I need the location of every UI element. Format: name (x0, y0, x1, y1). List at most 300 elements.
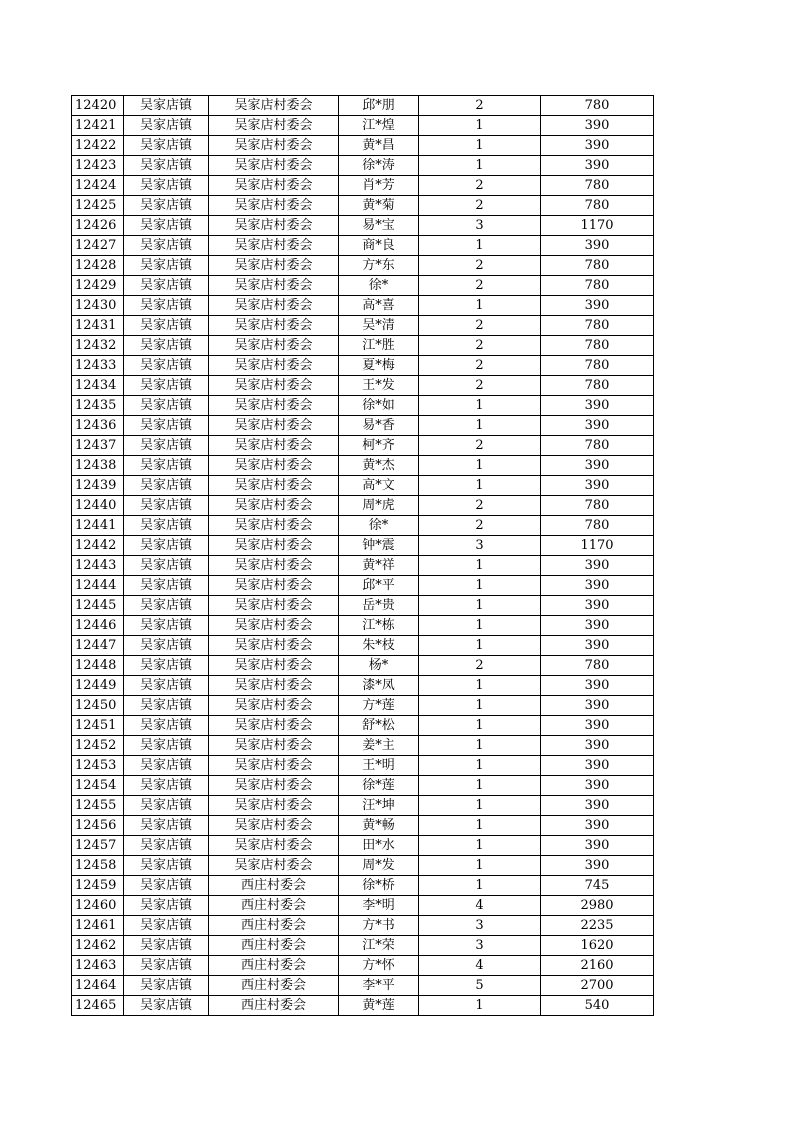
village-committee-cell: 吴家店村委会 (209, 856, 339, 876)
row-id-cell: 12426 (72, 216, 124, 236)
household-count-cell: 2 (419, 276, 541, 296)
household-count-cell: 1 (419, 156, 541, 176)
village-committee-cell: 西庄村委会 (209, 936, 339, 956)
person-name-cell: 姜*主 (339, 736, 419, 756)
person-name-cell: 李*明 (339, 896, 419, 916)
row-id-cell: 12449 (72, 676, 124, 696)
row-id-cell: 12425 (72, 196, 124, 216)
amount-cell: 1170 (541, 216, 654, 236)
person-name-cell: 岳*贵 (339, 596, 419, 616)
village-committee-cell: 吴家店村委会 (209, 476, 339, 496)
village-committee-cell: 吴家店村委会 (209, 96, 339, 116)
village-committee-cell: 吴家店村委会 (209, 836, 339, 856)
amount-cell: 540 (541, 996, 654, 1016)
row-id-cell: 12428 (72, 256, 124, 276)
amount-cell: 390 (541, 856, 654, 876)
person-name-cell: 方*莲 (339, 696, 419, 716)
table-row (72, 456, 654, 476)
table-row (72, 496, 654, 516)
household-count-cell: 1 (419, 676, 541, 696)
amount-cell: 2700 (541, 976, 654, 996)
amount-cell: 780 (541, 496, 654, 516)
amount-cell: 390 (541, 776, 654, 796)
row-id-cell: 12465 (72, 996, 124, 1016)
household-count-cell: 1 (419, 136, 541, 156)
household-count-cell: 1 (419, 736, 541, 756)
amount-cell: 780 (541, 96, 654, 116)
village-committee-cell: 吴家店村委会 (209, 696, 339, 716)
village-committee-cell: 吴家店村委会 (209, 296, 339, 316)
amount-cell: 390 (541, 636, 654, 656)
row-id-cell: 12435 (72, 396, 124, 416)
person-name-cell: 周*发 (339, 856, 419, 876)
person-name-cell: 周*虎 (339, 496, 419, 516)
person-name-cell: 黄*畅 (339, 816, 419, 836)
township-cell: 吴家店镇 (124, 376, 209, 396)
table-row (72, 176, 654, 196)
table-row (72, 796, 654, 816)
table-row (72, 936, 654, 956)
household-count-cell: 1 (419, 716, 541, 736)
household-count-cell: 1 (419, 616, 541, 636)
household-count-cell: 2 (419, 176, 541, 196)
row-id-cell: 12448 (72, 656, 124, 676)
amount-cell: 390 (541, 156, 654, 176)
person-name-cell: 黄*莲 (339, 996, 419, 1016)
person-name-cell: 柯*齐 (339, 436, 419, 456)
amount-cell: 780 (541, 176, 654, 196)
township-cell: 吴家店镇 (124, 916, 209, 936)
table-row (72, 996, 654, 1016)
household-count-cell: 2 (419, 356, 541, 376)
village-committee-cell: 吴家店村委会 (209, 456, 339, 476)
row-id-cell: 12431 (72, 316, 124, 336)
table-row (72, 756, 654, 776)
township-cell: 吴家店镇 (124, 416, 209, 436)
village-committee-cell: 吴家店村委会 (209, 716, 339, 736)
township-cell: 吴家店镇 (124, 96, 209, 116)
household-count-cell: 2 (419, 376, 541, 396)
person-name-cell: 徐*桥 (339, 876, 419, 896)
row-id-cell: 12432 (72, 336, 124, 356)
household-count-cell: 2 (419, 656, 541, 676)
village-committee-cell: 吴家店村委会 (209, 676, 339, 696)
household-count-cell: 2 (419, 336, 541, 356)
amount-cell: 390 (541, 716, 654, 736)
row-id-cell: 12446 (72, 616, 124, 636)
household-count-cell: 2 (419, 196, 541, 216)
person-name-cell: 黄*杰 (339, 456, 419, 476)
village-committee-cell: 吴家店村委会 (209, 356, 339, 376)
village-committee-cell: 吴家店村委会 (209, 216, 339, 236)
amount-cell: 390 (541, 756, 654, 776)
village-committee-cell: 吴家店村委会 (209, 396, 339, 416)
village-committee-cell: 吴家店村委会 (209, 236, 339, 256)
township-cell: 吴家店镇 (124, 836, 209, 856)
row-id-cell: 12464 (72, 976, 124, 996)
household-count-cell: 1 (419, 776, 541, 796)
household-count-cell: 2 (419, 436, 541, 456)
row-id-cell: 12430 (72, 296, 124, 316)
household-count-cell: 2 (419, 496, 541, 516)
household-count-cell: 1 (419, 416, 541, 436)
amount-cell: 390 (541, 396, 654, 416)
amount-cell: 390 (541, 456, 654, 476)
row-id-cell: 12420 (72, 96, 124, 116)
amount-cell: 1620 (541, 936, 654, 956)
household-count-cell: 1 (419, 856, 541, 876)
household-count-cell: 5 (419, 976, 541, 996)
table-row (72, 836, 654, 856)
household-count-cell: 1 (419, 236, 541, 256)
row-id-cell: 12457 (72, 836, 124, 856)
person-name-cell: 商*良 (339, 236, 419, 256)
table-row (72, 616, 654, 636)
household-count-cell: 1 (419, 876, 541, 896)
row-id-cell: 12461 (72, 916, 124, 936)
row-id-cell: 12444 (72, 576, 124, 596)
township-cell: 吴家店镇 (124, 116, 209, 136)
person-name-cell: 方*怀 (339, 956, 419, 976)
village-committee-cell: 吴家店村委会 (209, 376, 339, 396)
village-committee-cell: 吴家店村委会 (209, 496, 339, 516)
row-id-cell: 12451 (72, 716, 124, 736)
village-committee-cell: 吴家店村委会 (209, 116, 339, 136)
township-cell: 吴家店镇 (124, 776, 209, 796)
amount-cell: 780 (541, 516, 654, 536)
household-count-cell: 1 (419, 556, 541, 576)
table-row (72, 536, 654, 556)
township-cell: 吴家店镇 (124, 856, 209, 876)
row-id-cell: 12463 (72, 956, 124, 976)
table-row (72, 316, 654, 336)
household-count-cell: 1 (419, 816, 541, 836)
township-cell: 吴家店镇 (124, 136, 209, 156)
village-committee-cell: 吴家店村委会 (209, 196, 339, 216)
township-cell: 吴家店镇 (124, 176, 209, 196)
household-count-cell: 1 (419, 636, 541, 656)
table-row (72, 476, 654, 496)
row-id-cell: 12454 (72, 776, 124, 796)
person-name-cell: 邱*平 (339, 576, 419, 596)
township-cell: 吴家店镇 (124, 236, 209, 256)
township-cell: 吴家店镇 (124, 556, 209, 576)
village-committee-cell: 吴家店村委会 (209, 756, 339, 776)
township-cell: 吴家店镇 (124, 996, 209, 1016)
person-name-cell: 田*水 (339, 836, 419, 856)
table-row (72, 656, 654, 676)
row-id-cell: 12452 (72, 736, 124, 756)
row-id-cell: 12440 (72, 496, 124, 516)
row-id-cell: 12443 (72, 556, 124, 576)
household-count-cell: 1 (419, 396, 541, 416)
household-count-cell: 3 (419, 216, 541, 236)
row-id-cell: 12459 (72, 876, 124, 896)
person-name-cell: 王*发 (339, 376, 419, 396)
township-cell: 吴家店镇 (124, 596, 209, 616)
table-row (72, 196, 654, 216)
person-name-cell: 徐*如 (339, 396, 419, 416)
row-id-cell: 12436 (72, 416, 124, 436)
person-name-cell: 杨* (339, 656, 419, 676)
person-name-cell: 黄*昌 (339, 136, 419, 156)
table-row (72, 216, 654, 236)
person-name-cell: 方*东 (339, 256, 419, 276)
row-id-cell: 12422 (72, 136, 124, 156)
row-id-cell: 12456 (72, 816, 124, 836)
village-committee-cell: 吴家店村委会 (209, 316, 339, 336)
row-id-cell: 12439 (72, 476, 124, 496)
township-cell: 吴家店镇 (124, 476, 209, 496)
township-cell: 吴家店镇 (124, 336, 209, 356)
village-committee-cell: 吴家店村委会 (209, 416, 339, 436)
amount-cell: 390 (541, 596, 654, 616)
township-cell: 吴家店镇 (124, 756, 209, 776)
person-name-cell: 徐*涛 (339, 156, 419, 176)
table-row (72, 356, 654, 376)
amount-cell: 390 (541, 796, 654, 816)
person-name-cell: 漆*凤 (339, 676, 419, 696)
person-name-cell: 黄*菊 (339, 196, 419, 216)
table-row (72, 276, 654, 296)
amount-cell: 390 (541, 736, 654, 756)
row-id-cell: 12441 (72, 516, 124, 536)
township-cell: 吴家店镇 (124, 936, 209, 956)
person-name-cell: 徐*莲 (339, 776, 419, 796)
table-row (72, 256, 654, 276)
township-cell: 吴家店镇 (124, 216, 209, 236)
amount-cell: 390 (541, 116, 654, 136)
amount-cell: 390 (541, 476, 654, 496)
table-row (72, 436, 654, 456)
township-cell: 吴家店镇 (124, 496, 209, 516)
row-id-cell: 12423 (72, 156, 124, 176)
village-committee-cell: 吴家店村委会 (209, 436, 339, 456)
household-count-cell: 1 (419, 296, 541, 316)
amount-cell: 780 (541, 196, 654, 216)
amount-cell: 780 (541, 256, 654, 276)
township-cell: 吴家店镇 (124, 976, 209, 996)
household-count-cell: 2 (419, 96, 541, 116)
amount-cell: 390 (541, 696, 654, 716)
amount-cell: 780 (541, 316, 654, 336)
table-row (72, 636, 654, 656)
person-name-cell: 徐* (339, 516, 419, 536)
household-count-cell: 1 (419, 696, 541, 716)
amount-cell: 390 (541, 576, 654, 596)
village-committee-cell: 吴家店村委会 (209, 636, 339, 656)
household-count-cell: 3 (419, 936, 541, 956)
row-id-cell: 12445 (72, 596, 124, 616)
amount-cell: 390 (541, 556, 654, 576)
household-count-cell: 1 (419, 796, 541, 816)
table-row (72, 976, 654, 996)
township-cell: 吴家店镇 (124, 696, 209, 716)
township-cell: 吴家店镇 (124, 896, 209, 916)
table-row (72, 896, 654, 916)
person-name-cell: 江*胜 (339, 336, 419, 356)
township-cell: 吴家店镇 (124, 576, 209, 596)
household-count-cell: 4 (419, 956, 541, 976)
village-committee-cell: 西庄村委会 (209, 996, 339, 1016)
person-name-cell: 朱*枝 (339, 636, 419, 656)
table-row (72, 696, 654, 716)
village-committee-cell: 西庄村委会 (209, 976, 339, 996)
table-row (72, 556, 654, 576)
table-row (72, 296, 654, 316)
row-id-cell: 12458 (72, 856, 124, 876)
row-id-cell: 12462 (72, 936, 124, 956)
amount-cell: 2980 (541, 896, 654, 916)
household-count-cell: 1 (419, 576, 541, 596)
table-row (72, 716, 654, 736)
person-name-cell: 王*明 (339, 756, 419, 776)
village-committee-cell: 吴家店村委会 (209, 536, 339, 556)
village-committee-cell: 西庄村委会 (209, 956, 339, 976)
row-id-cell: 12429 (72, 276, 124, 296)
township-cell: 吴家店镇 (124, 296, 209, 316)
table-row (72, 736, 654, 756)
row-id-cell: 12460 (72, 896, 124, 916)
township-cell: 吴家店镇 (124, 516, 209, 536)
township-cell: 吴家店镇 (124, 396, 209, 416)
table-row (72, 596, 654, 616)
person-name-cell: 高*文 (339, 476, 419, 496)
amount-cell: 390 (541, 416, 654, 436)
township-cell: 吴家店镇 (124, 156, 209, 176)
township-cell: 吴家店镇 (124, 436, 209, 456)
village-committee-cell: 吴家店村委会 (209, 136, 339, 156)
household-count-cell: 4 (419, 896, 541, 916)
person-name-cell: 江*煌 (339, 116, 419, 136)
amount-cell: 780 (541, 436, 654, 456)
household-count-cell: 1 (419, 996, 541, 1016)
township-cell: 吴家店镇 (124, 276, 209, 296)
township-cell: 吴家店镇 (124, 456, 209, 476)
amount-cell: 390 (541, 676, 654, 696)
amount-cell: 2160 (541, 956, 654, 976)
household-count-cell: 2 (419, 256, 541, 276)
township-cell: 吴家店镇 (124, 616, 209, 636)
row-id-cell: 12450 (72, 696, 124, 716)
person-name-cell: 黄*祥 (339, 556, 419, 576)
person-name-cell: 邱*朋 (339, 96, 419, 116)
village-committee-cell: 吴家店村委会 (209, 596, 339, 616)
table-row (72, 116, 654, 136)
person-name-cell: 江*荣 (339, 936, 419, 956)
person-name-cell: 江*栋 (339, 616, 419, 636)
table-row (72, 776, 654, 796)
table-row (72, 376, 654, 396)
household-count-cell: 1 (419, 756, 541, 776)
township-cell: 吴家店镇 (124, 536, 209, 556)
village-committee-cell: 吴家店村委会 (209, 176, 339, 196)
township-cell: 吴家店镇 (124, 956, 209, 976)
person-name-cell: 徐* (339, 276, 419, 296)
row-id-cell: 12447 (72, 636, 124, 656)
person-name-cell: 李*平 (339, 976, 419, 996)
household-count-cell: 1 (419, 836, 541, 856)
amount-cell: 390 (541, 816, 654, 836)
village-committee-cell: 西庄村委会 (209, 916, 339, 936)
table-row (72, 236, 654, 256)
amount-cell: 390 (541, 836, 654, 856)
township-cell: 吴家店镇 (124, 716, 209, 736)
village-committee-cell: 吴家店村委会 (209, 516, 339, 536)
table-row (72, 136, 654, 156)
table-row (72, 96, 654, 116)
table-row (72, 336, 654, 356)
village-committee-cell: 吴家店村委会 (209, 156, 339, 176)
person-name-cell: 夏*梅 (339, 356, 419, 376)
township-cell: 吴家店镇 (124, 636, 209, 656)
township-cell: 吴家店镇 (124, 256, 209, 276)
household-count-cell: 1 (419, 596, 541, 616)
amount-cell: 390 (541, 296, 654, 316)
row-id-cell: 12442 (72, 536, 124, 556)
township-cell: 吴家店镇 (124, 656, 209, 676)
person-name-cell: 易*宝 (339, 216, 419, 236)
person-name-cell: 高*喜 (339, 296, 419, 316)
amount-cell: 745 (541, 876, 654, 896)
household-count-cell: 3 (419, 916, 541, 936)
township-cell: 吴家店镇 (124, 876, 209, 896)
village-committee-cell: 西庄村委会 (209, 896, 339, 916)
village-committee-cell: 吴家店村委会 (209, 556, 339, 576)
township-cell: 吴家店镇 (124, 356, 209, 376)
amount-cell: 780 (541, 656, 654, 676)
village-committee-cell: 吴家店村委会 (209, 656, 339, 676)
household-count-cell: 2 (419, 516, 541, 536)
person-name-cell: 舒*松 (339, 716, 419, 736)
village-committee-cell: 吴家店村委会 (209, 276, 339, 296)
row-id-cell: 12453 (72, 756, 124, 776)
table-row (72, 816, 654, 836)
amount-cell: 780 (541, 336, 654, 356)
table-row (72, 156, 654, 176)
table-row (72, 576, 654, 596)
township-cell: 吴家店镇 (124, 316, 209, 336)
township-cell: 吴家店镇 (124, 736, 209, 756)
township-cell: 吴家店镇 (124, 676, 209, 696)
amount-cell: 1170 (541, 536, 654, 556)
person-name-cell: 肖*芳 (339, 176, 419, 196)
village-committee-cell: 吴家店村委会 (209, 816, 339, 836)
township-cell: 吴家店镇 (124, 196, 209, 216)
village-committee-cell: 吴家店村委会 (209, 616, 339, 636)
row-id-cell: 12421 (72, 116, 124, 136)
person-name-cell: 钟*震 (339, 536, 419, 556)
table-row (72, 516, 654, 536)
amount-cell: 390 (541, 236, 654, 256)
table-row (72, 856, 654, 876)
row-id-cell: 12434 (72, 376, 124, 396)
village-committee-cell: 吴家店村委会 (209, 736, 339, 756)
row-id-cell: 12438 (72, 456, 124, 476)
household-count-cell: 1 (419, 116, 541, 136)
village-committee-cell: 吴家店村委会 (209, 776, 339, 796)
amount-cell: 780 (541, 356, 654, 376)
township-cell: 吴家店镇 (124, 796, 209, 816)
person-name-cell: 方*书 (339, 916, 419, 936)
village-committee-cell: 吴家店村委会 (209, 796, 339, 816)
amount-cell: 780 (541, 376, 654, 396)
household-count-cell: 1 (419, 456, 541, 476)
village-committee-cell: 吴家店村委会 (209, 336, 339, 356)
household-count-cell: 3 (419, 536, 541, 556)
person-name-cell: 汪*坤 (339, 796, 419, 816)
table-row (72, 676, 654, 696)
